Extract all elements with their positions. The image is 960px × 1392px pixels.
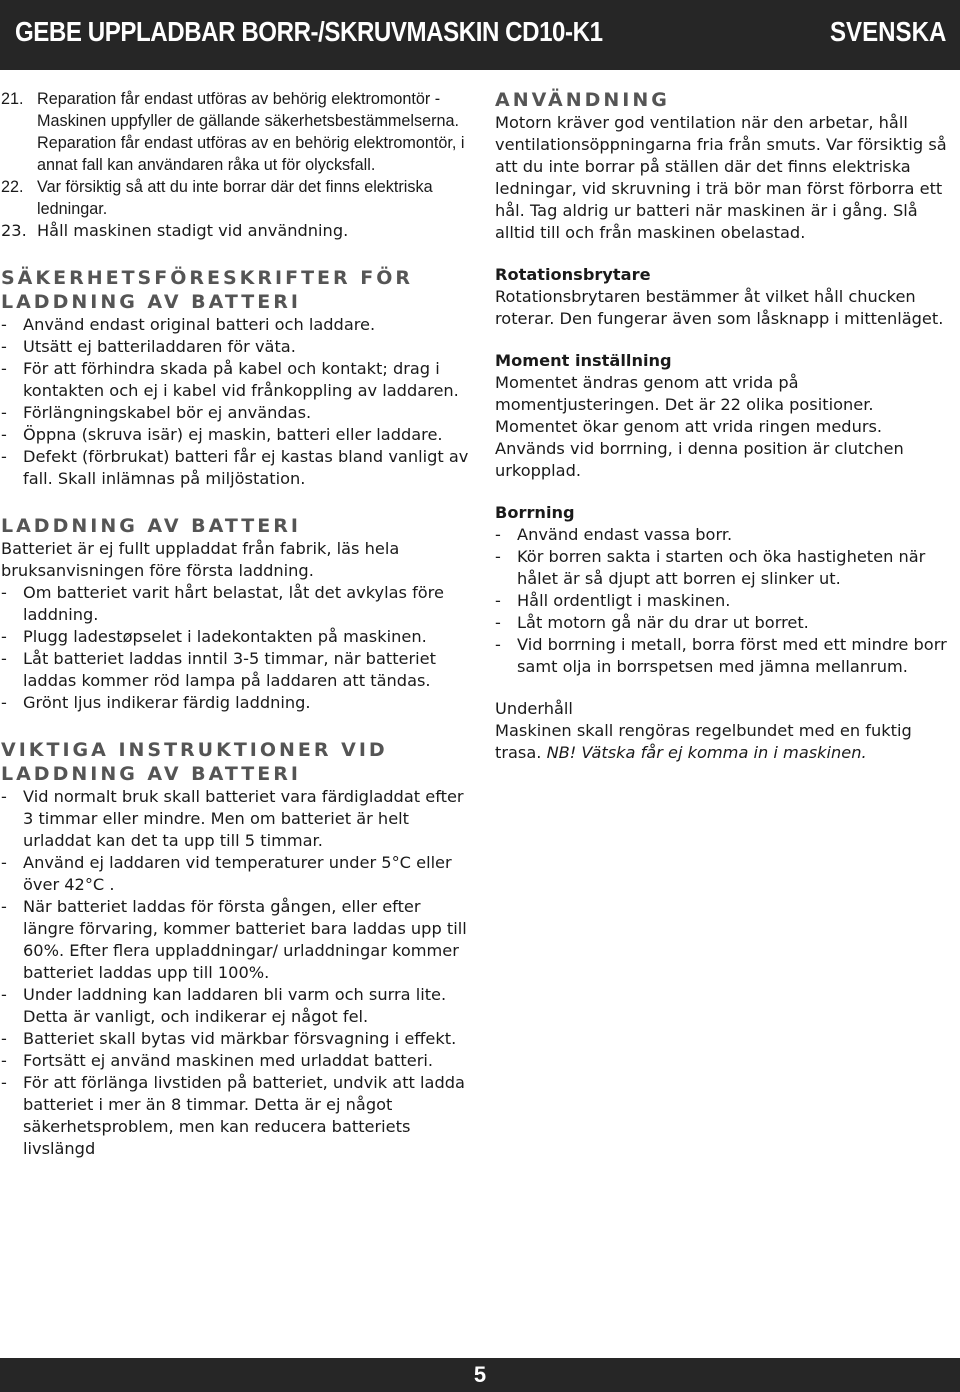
list-item: - Använd endast vassa borr. <box>495 525 733 544</box>
important-list <box>1 786 471 1160</box>
safety-list <box>1 314 471 490</box>
page-header <box>0 0 960 70</box>
list-item: - Defekt (förbrukat) batteri får ej kastas bland vanligt av fall. Skall inlämnas på miljöstation. <box>1 447 469 488</box>
torque-text: Momentet ändras genom att vrida på momentjusteringen. Det är 22 olika positioner. Momentet ökar genom att vrida ringen medurs. Används vid borrning, i denna position är clutchen urkopplad. <box>495 373 904 480</box>
charging-intro: Batteriet är ej fullt uppladdat från fabrik, läs hela bruksanvisningen före första laddning. <box>1 539 400 580</box>
numbered-item-text: Håll maskinen stadigt vid användning. <box>37 221 349 240</box>
rotation-text: Rotationsbrytaren bestämmer åt vilket håll chucken roterar. Den fungerar även som låsknapp i mittenläget. <box>495 287 944 328</box>
page-footer <box>0 1358 960 1392</box>
list-item: - Vid normalt bruk skall batteriet vara färdigladdat efter 3 timmar eller mindre. Men om batteriet är helt urladdat kan det ta upp till 5 timmar. <box>1 787 464 850</box>
numbered-item-21: 21. Reparation får endast utföras av behörig elektromontör - Maskinen uppfyller de gällande säkerhetsbestämmelserna. Reparation får endast utföras av en behörig elektromontör, i annat fall kan användaren råka ut för olycksfall. <box>1 90 465 174</box>
numbered-item-text: Var försiktig så att du inte borrar där det finns elektriska ledningar. <box>37 178 433 218</box>
numbered-item-22: 22. Var försiktig så att du inte borrar där det finns elektriska ledningar. <box>1 178 433 218</box>
list-item: - Förlängningskabel bör ej användas. <box>1 403 312 422</box>
list-item: - Fortsätt ej använd maskinen med urladdat batteri. <box>1 1051 433 1070</box>
list-item: - För att förhindra skada på kabel och kontakt; drag i kontakten och ej i kabel vid frånkoppling av laddaren. <box>1 359 459 400</box>
list-item: - Batteriet skall bytas vid märkbar försvagning i effekt. <box>1 1029 457 1048</box>
safety-heading: SÄKERHETSFÖRESKRIFTER FÖR LADDNING AV BATTERI <box>1 267 414 313</box>
list-item: - Öppna (skruva isär) ej maskin, batteri eller laddare. <box>1 425 443 444</box>
maintenance-note: NB! Vätska får ej komma in i maskinen. <box>546 743 867 762</box>
list-item: - Utsätt ej batteriladdaren för väta. <box>1 337 296 356</box>
charging-heading: LADDNING AV BATTERI <box>1 515 301 537</box>
usage-text: Motorn kräver god ventilation när den arbetar, håll ventilationsöppningarna fria från smuts. Var försiktig så att du inte borrar på ställen där det finns elektriska ledningar, vid skruvning i trä bör man först förborra ett hål. Tag aldrig ur batteri när maskinen är i gång. Slå alltid till och från maskinen obelastad. <box>495 113 947 242</box>
list-item: - Använd ej laddaren vid temperaturer under 5°C eller över 42°C . <box>1 853 452 894</box>
maintenance-heading: Underhåll <box>495 699 573 718</box>
list-item: - Låt motorn gå när du drar ut borret. <box>495 613 809 632</box>
list-item: - Under laddning kan laddaren bli varm och surra lite. Detta är vanligt, och indikerar ej något fel. <box>1 985 447 1026</box>
list-item: - Vid borrning i metall, borra först med ett mindre borr samt olja in borrspetsen med jämna mellanrum. <box>495 635 947 676</box>
language-label: SVENSKA <box>829 16 946 47</box>
list-item: - Plugg ladestøpselet i ladekontakten på maskinen. <box>1 627 427 646</box>
left-column <box>1 88 471 1160</box>
rotation-heading: Rotationsbrytare <box>495 265 651 284</box>
list-item: - Låt batteriet laddas inntil 3-5 timmar, när batteriet laddas kommer röd lampa på laddaren att tändas. <box>1 649 436 690</box>
document-title: GEBE UPPLADBAR BORR-/SKRUVMASKIN CD10-K1 <box>15 16 603 47</box>
charging-list <box>1 582 471 714</box>
page-number: 5 <box>473 1362 487 1387</box>
list-item: - När batteriet laddas för första gången, eller efter längre förvaring, kommer batteriet bara laddas upp till 60%. Efter flera uppladdningar/ urladdningar kommer batteriet laddas upp till 100%. <box>1 897 467 982</box>
drilling-list <box>495 524 955 678</box>
list-item: - Om batteriet varit hårt belastat, låt det avkylas före laddning. <box>1 583 444 624</box>
numbered-item-text: Reparation får endast utföras av behörig elektromontör - Maskinen uppfyller de gällande säkerhetsbestämmelserna. Reparation får endast utföras av en behörig elektromontör, i annat fall kan användaren råka ut för olycksfall. <box>37 90 465 174</box>
list-item: - Grönt ljus indikerar färdig laddning. <box>1 693 311 712</box>
maintenance-text: Maskinen skall rengöras regelbundet med en fuktig trasa. NB! Vätska får ej komma in i maskinen. <box>495 721 912 762</box>
usage-heading: ANVÄNDNING <box>495 89 670 111</box>
important-heading: VIKTIGA INSTRUKTIONER VID LADDNING AV BATTERI <box>1 739 388 785</box>
right-column <box>495 88 955 764</box>
numbered-item-23: 23. Håll maskinen stadigt vid användning. <box>1 221 349 240</box>
list-item: - Använd endast original batteri och laddare. <box>1 315 376 334</box>
list-item: - Kör borren sakta i starten och öka hastigheten när hålet är så djupt att borren ej slinker ut. <box>495 547 926 588</box>
torque-heading: Moment inställning <box>495 351 672 370</box>
drilling-heading: Borrning <box>495 503 575 522</box>
list-item: - För att förlänga livstiden på batteriet, undvik att ladda batteriet i mer än 8 timmar. Detta är ej något säkerhetsproblem, men kan reducera batteriets livslängd <box>1 1073 465 1158</box>
list-item: - Håll ordentligt i maskinen. <box>495 591 731 610</box>
